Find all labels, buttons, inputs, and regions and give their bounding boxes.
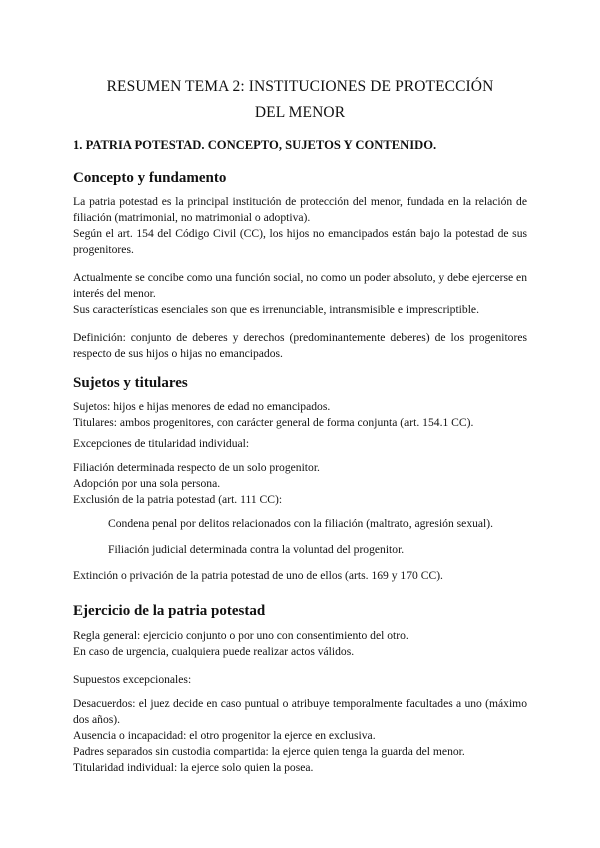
ejercicio-block-2: [73, 672, 527, 688]
ejercicio-paragraph-3: Supuestos excepcionales:: [73, 673, 192, 686]
sujetos-paragraph-5: Adopción por una sola persona.: [73, 477, 221, 490]
concepto-block-1: [73, 194, 527, 258]
ejercicio-paragraph-2: En caso de urgencia, cualquiera puede realizar actos válidos.: [73, 645, 355, 658]
section-1-heading: 1. PATRIA POTESTAD. CONCEPTO, SUJETOS Y CONTENIDO.: [73, 138, 437, 152]
sujetos-block-3: [73, 460, 527, 508]
ejercicio-heading: Ejercicio de la patria potestad: [73, 603, 266, 619]
concepto-paragraph-4: Sus características esenciales son que es irrenunciable, intransmisible e imprescriptible.: [73, 303, 479, 316]
concepto-heading: Concepto y fundamento: [73, 170, 227, 186]
sujetos-block-4: [73, 568, 527, 584]
ejercicio-paragraph-7: Titularidad individual: la ejerce solo quien la posea.: [73, 761, 314, 774]
concepto-paragraph-1: La patria potestad es la principal institución de protección del menor, fundada en la relación de filiación (matrimonial, no matrimonial o adoptiva).: [73, 195, 527, 224]
sujetos-subitem-1: [73, 516, 527, 532]
document-title-line-1: RESUMEN TEMA 2: INSTITUCIONES DE PROTECCIÓN: [106, 78, 494, 95]
ejercicio-paragraph-6: Padres separados sin custodia compartida: la ejerce quien tenga la guarda del menor.: [73, 745, 465, 758]
sujetos-paragraph-2: Titulares: ambos progenitores, con carácter general de forma conjunta (art. 154.1 CC).: [73, 416, 474, 429]
concepto-paragraph-3: Actualmente se concibe como una función social, no como un poder absoluto, y debe ejercerse en interés del menor.: [73, 271, 527, 300]
sujetos-subitem-1-text: Condena penal por delitos relacionados con la filiación (maltrato, agresión sexual).: [108, 517, 494, 530]
sujetos-subitem-2-text: Filiación judicial determinada contra la voluntad del progenitor.: [108, 543, 405, 556]
sujetos-heading: Sujetos y titulares: [73, 375, 188, 391]
ejercicio-block-3: [73, 696, 527, 776]
sujetos-paragraph-3: Excepciones de titularidad individual:: [73, 437, 250, 450]
sujetos-paragraph-4: Filiación determinada respecto de un solo progenitor.: [73, 461, 320, 474]
ejercicio-paragraph-1: Regla general: ejercicio conjunto o por uno con consentimiento del otro.: [73, 629, 409, 642]
concepto-block-2: [73, 270, 527, 318]
document-title-line-2: DEL MENOR: [254, 104, 346, 121]
concepto-paragraph-5: Definición: conjunto de deberes y derechos (predominantemente deberes) de los progenitores respecto de sus hijos o hijas no emancipados.: [73, 331, 527, 360]
concepto-block-3: [73, 330, 527, 362]
concepto-paragraph-2: Según el art. 154 del Código Civil (CC), los hijos no emancipados están bajo la potestad de sus progenitores.: [73, 227, 527, 256]
ejercicio-paragraph-5: Ausencia o incapacidad: el otro progenitor la ejerce en exclusiva.: [73, 729, 376, 742]
ejercicio-paragraph-4: Desacuerdos: el juez decide en caso puntual o atribuye temporalmente facultades a uno (máximo dos años).: [73, 697, 527, 726]
sujetos-paragraph-7: Extinción o privación de la patria potestad de uno de ellos (arts. 169 y 170 CC).: [73, 569, 443, 582]
sujetos-block-1: [73, 399, 527, 431]
sujetos-paragraph-1: Sujetos: hijos e hijas menores de edad no emancipados.: [73, 400, 331, 413]
sujetos-subitem-2: [73, 542, 527, 558]
sujetos-paragraph-6: Exclusión de la patria potestad (art. 111 CC):: [73, 493, 283, 506]
sujetos-block-2: [73, 436, 527, 452]
ejercicio-block-1: [73, 628, 527, 660]
